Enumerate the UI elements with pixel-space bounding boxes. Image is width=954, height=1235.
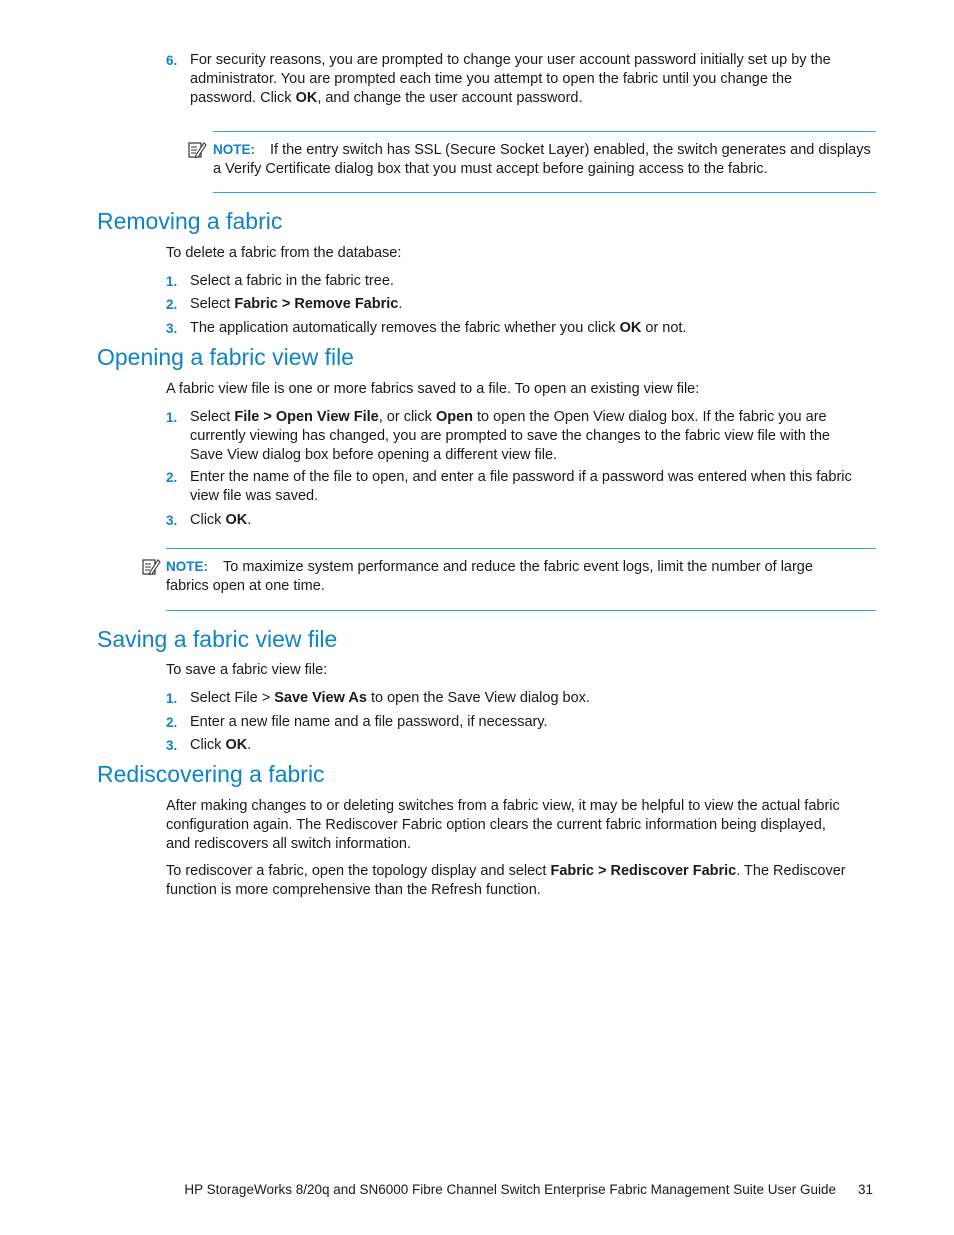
text-run: . xyxy=(247,512,252,528)
step-text xyxy=(190,319,686,338)
step-line xyxy=(190,408,890,427)
text-run: If the entry switch has SSL (Secure Socket Layer) enabled, the switch generates and displays xyxy=(270,142,871,158)
text-run: To rediscover a fabric, open the topology display and select xyxy=(166,863,551,879)
text-run: Enter a new file name and a file password, if necessary. xyxy=(190,714,548,730)
step-text xyxy=(190,272,394,291)
step-text xyxy=(190,468,890,506)
paragraph xyxy=(166,797,886,854)
text-run: . xyxy=(398,296,403,312)
note-icon xyxy=(187,140,207,160)
step-line: Save View dialog box before opening a different view file. xyxy=(190,447,558,463)
bold-run: OK xyxy=(295,90,318,106)
step-text xyxy=(190,295,402,314)
paragraph-line: and rediscovers all switch information. xyxy=(166,836,411,852)
note-top-rule xyxy=(213,131,876,132)
step-line: view file was saved. xyxy=(190,488,319,504)
section-heading: Removing a fabric xyxy=(97,208,283,234)
section-heading: Opening a fabric view file xyxy=(97,344,354,370)
note-line xyxy=(213,140,883,160)
bold-run: Fabric > Remove Fabric xyxy=(234,296,399,312)
section-intro: To delete a fabric from the database: xyxy=(166,245,402,261)
note-label: NOTE: xyxy=(213,142,255,157)
bold-run: Open xyxy=(435,409,473,425)
section-intro: A fabric view file is one or more fabrics saved to a file. To open an existing view file: xyxy=(166,381,700,397)
note-bottom-rule xyxy=(213,192,876,193)
paragraph-line xyxy=(166,862,886,881)
text-run: to open the Save View dialog box. xyxy=(366,690,590,706)
section-heading: Saving a fabric view file xyxy=(97,626,338,652)
note-icon xyxy=(141,557,161,577)
page-number: 31 xyxy=(858,1182,874,1197)
note-line xyxy=(166,557,876,577)
step-text xyxy=(190,511,251,530)
text-run: Select File > xyxy=(190,690,275,706)
note-line: fabrics open at one time. xyxy=(166,578,325,594)
step-number: 6. xyxy=(166,53,178,68)
text-run: . The Rediscover xyxy=(736,863,846,879)
text-run: Select a fabric in the fabric tree. xyxy=(190,273,394,289)
step-text xyxy=(190,408,890,465)
note-line: a Verify Certificate dialog box that you must accept before gaining access to the fabric. xyxy=(213,161,768,177)
bold-run: File > Open View File xyxy=(234,409,379,425)
step-line: currently viewing has changed, you are prompted to save the changes to the fabric view file with the xyxy=(190,428,830,444)
text-run: . xyxy=(247,737,252,753)
note-body xyxy=(166,557,876,596)
step-number: 3. xyxy=(166,513,178,528)
text-run: to open the Open View dialog box. If the fabric you are xyxy=(473,409,827,425)
step-line: For security reasons, you are prompted to change your user account password initially set up by the xyxy=(190,52,831,68)
footer-title: HP StorageWorks 8/20q and SN6000 Fibre Channel Switch Enterprise Fabric Management Suite User Guide xyxy=(184,1182,836,1197)
step-number: 1. xyxy=(166,691,178,706)
bold-run: Fabric > Rediscover Fabric xyxy=(550,863,737,879)
text-run: , or click xyxy=(378,409,436,425)
step-line xyxy=(190,89,890,108)
section-heading: Rediscovering a fabric xyxy=(97,761,325,787)
step-text xyxy=(190,736,251,755)
text-run: Click xyxy=(190,737,226,753)
step-number: 1. xyxy=(166,410,178,425)
text-run: Select xyxy=(190,296,235,312)
step-number: 2. xyxy=(166,470,178,485)
paragraph-line: configuration again. The Rediscover Fabric option clears the current fabric information being displayed, xyxy=(166,817,826,833)
text-run: Click xyxy=(190,512,226,528)
paragraph-line: After making changes to or deleting switches from a fabric view, it may be helpful to view the actual fabric xyxy=(166,798,840,814)
note-top-rule xyxy=(166,548,876,549)
text-run: or not. xyxy=(641,320,687,336)
text-run: The application automatically removes the fabric whether you click xyxy=(190,320,620,336)
step-line: Enter the name of the file to open, and enter a file password if a password was entered when this fabric xyxy=(190,469,852,485)
step-number: 2. xyxy=(166,297,178,312)
text-run: To maximize system performance and reduce the fabric event logs, limit the number of large xyxy=(223,559,813,575)
note-body xyxy=(213,140,883,179)
bold-run: OK xyxy=(225,737,248,753)
text-run: password. Click xyxy=(190,90,296,106)
bold-run: OK xyxy=(225,512,248,528)
step-text xyxy=(190,713,548,732)
step-number: 3. xyxy=(166,321,178,336)
step-text xyxy=(190,51,890,108)
bold-run: OK xyxy=(619,320,642,336)
step-number: 1. xyxy=(166,274,178,289)
step-text xyxy=(190,689,590,708)
section-intro: To save a fabric view file: xyxy=(166,662,328,678)
step-line: administrator. You are prompted each time you attempt to open the fabric until you change the xyxy=(190,71,793,87)
bold-run: Save View As xyxy=(274,690,367,706)
step-number: 2. xyxy=(166,715,178,730)
note-bottom-rule xyxy=(166,610,876,611)
text-run: , and change the user account password. xyxy=(317,90,583,106)
text-run: Select xyxy=(190,409,235,425)
step-number: 3. xyxy=(166,738,178,753)
paragraph xyxy=(166,862,886,900)
note-label: NOTE: xyxy=(166,559,208,574)
paragraph-line: function is more comprehensive than the Refresh function. xyxy=(166,882,541,898)
